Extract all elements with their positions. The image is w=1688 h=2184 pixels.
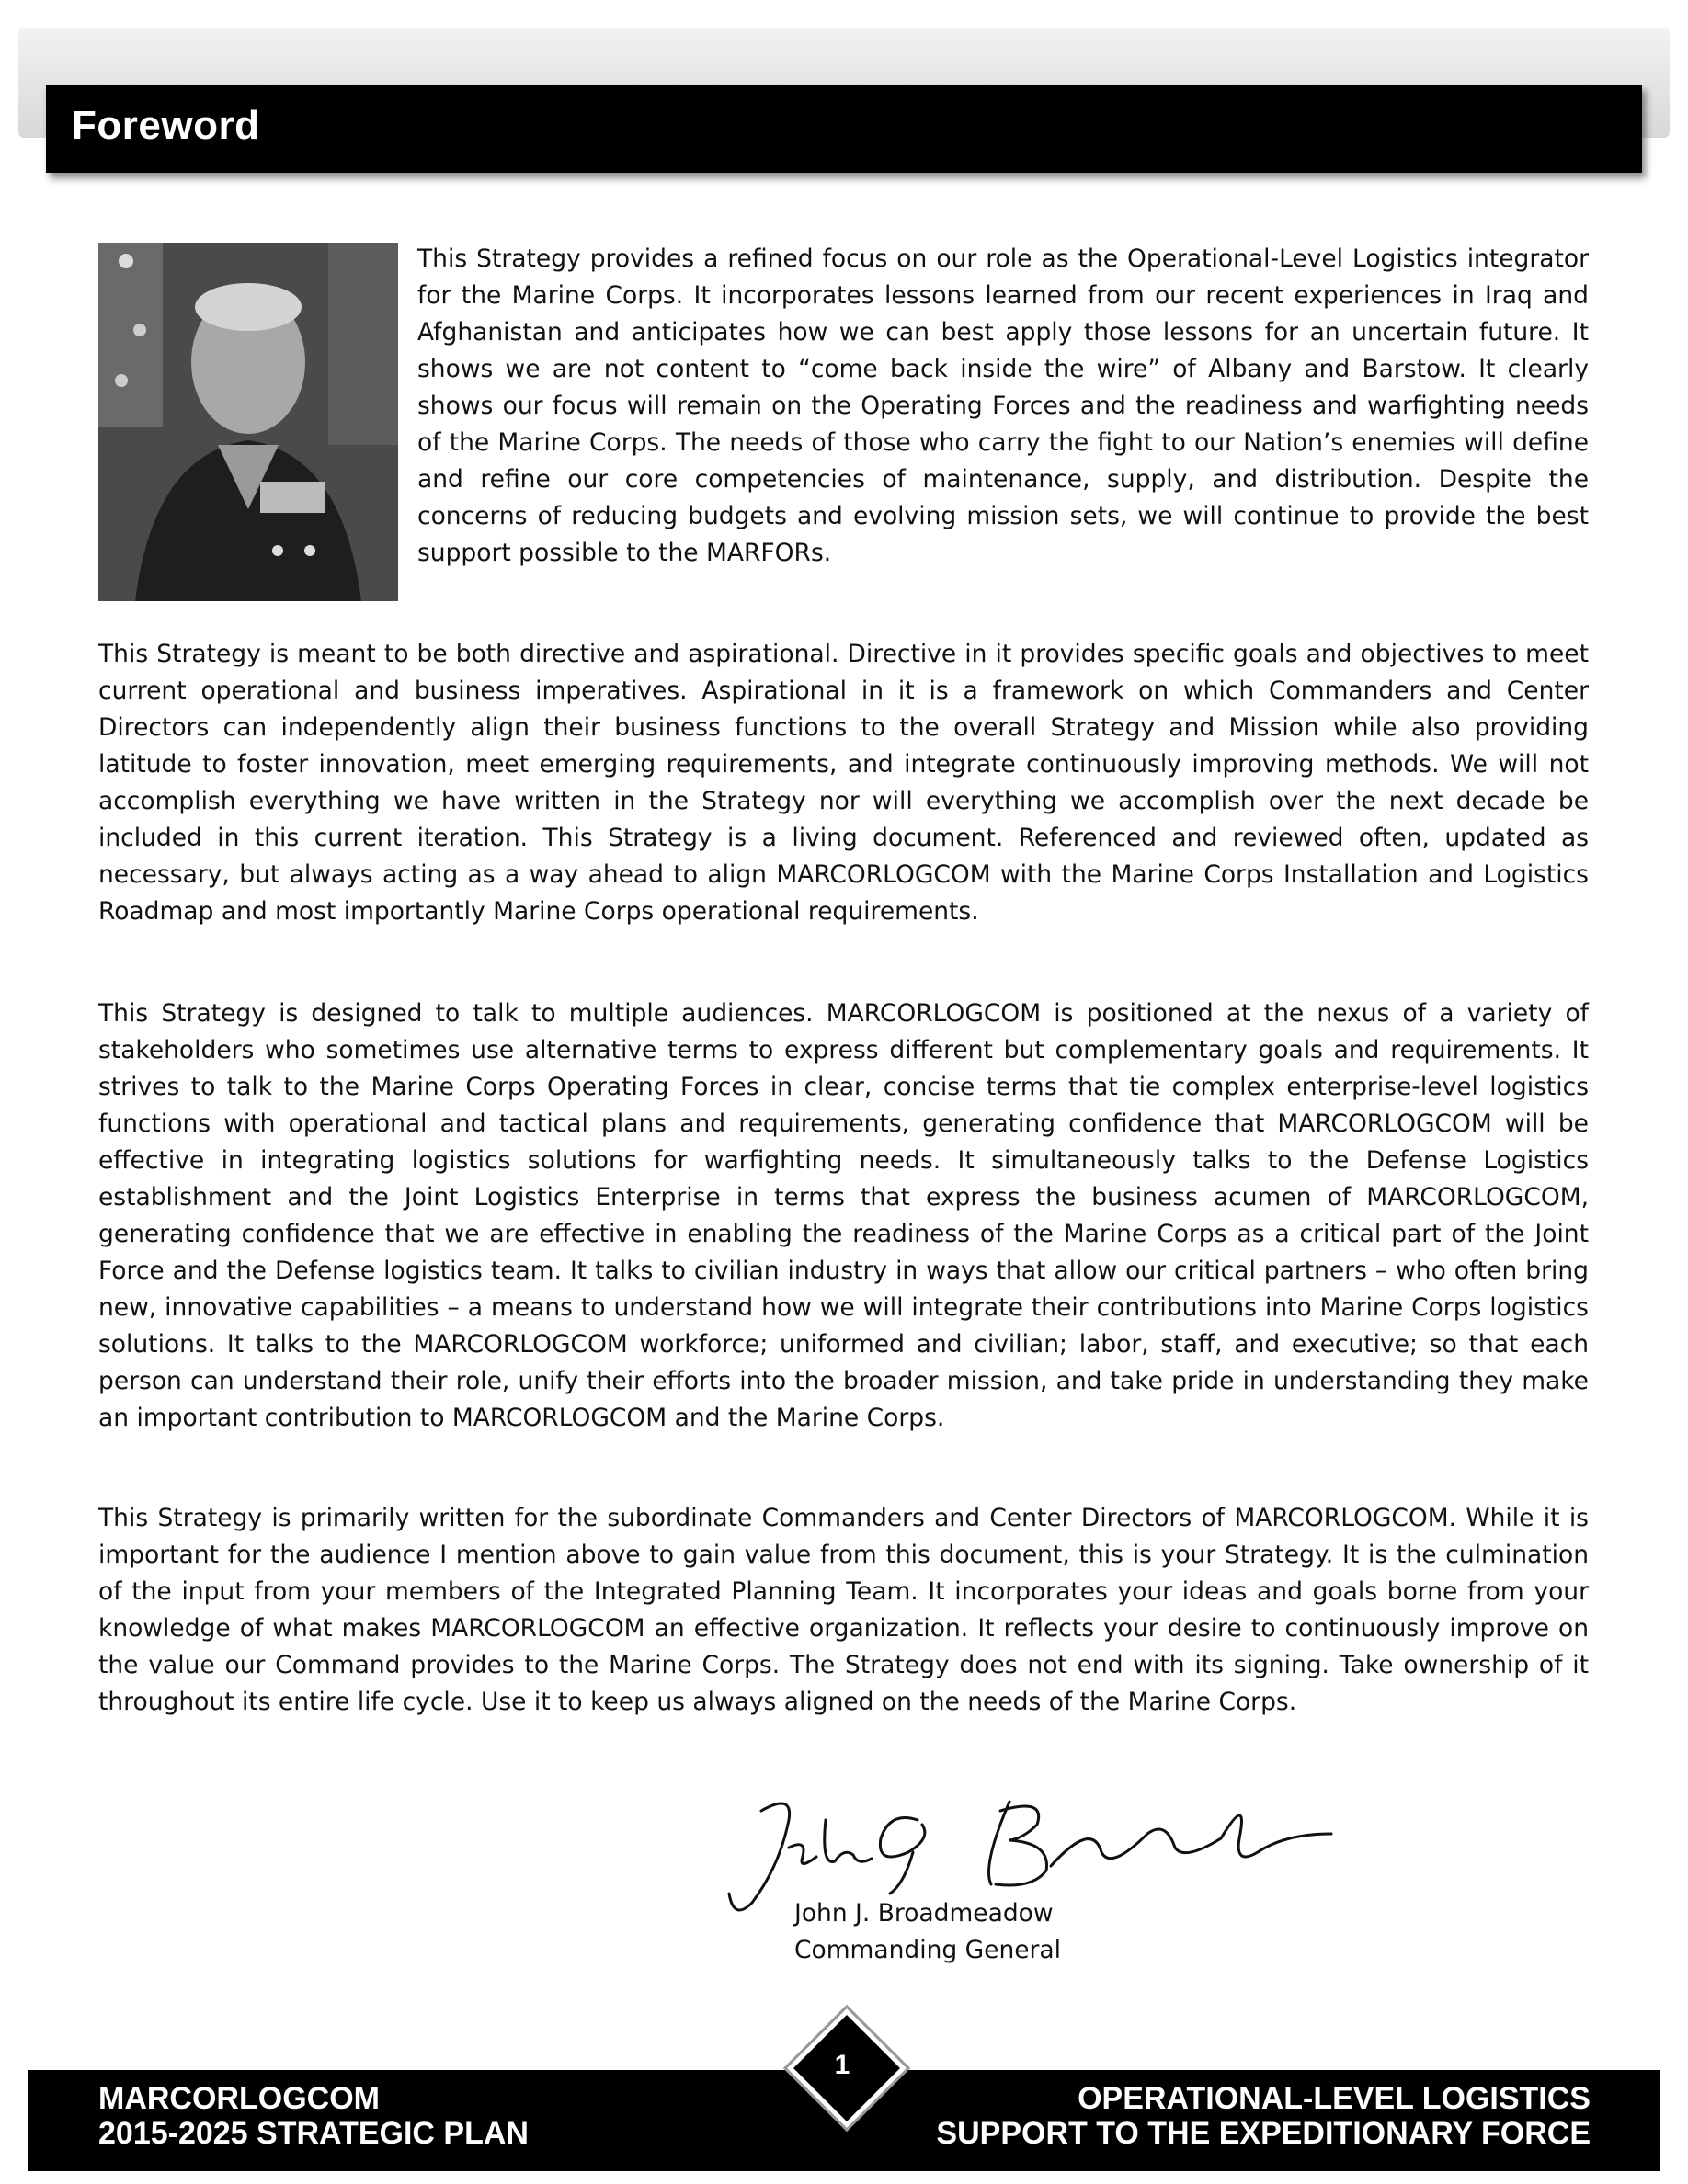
foreword-paragraph: This Strategy provides a refined focus on our role as the Operational-Level Logistics integrator for the Marine Corps. It incorporates lessons learned from our recent experiences in Iraq and Afghanistan and anticipates how we can best apply those lessons for an uncertain future. It shows we are not content to “come back inside the wire” of Albany and Barstow. It clearly shows our focus will remain on the Operating Forces and the readiness and warfighting needs of the Marine Corps. The needs of those who carry the fight to our Nation’s enemies will define and refine our core competencies of maintenance, supply, and distribution. Despite the concerns of reducing budgets and evolving mission sets, we will continue to provide the best support possible to the MARFORs. [417, 245, 1589, 567]
page-title: Foreword [72, 103, 260, 148]
footer-plan-title: 2015-2025 STRATEGIC PLAN [98, 2116, 529, 2151]
foreword-paragraph: This Strategy is meant to be both directive and aspirational. Directive in it provides specific goals and objectives to meet current operational and business imperatives. Aspirational in it is a framework on which Commanders and Center Directors can independently align their business functions to the overall Strategy and Mission while also providing latitude to foster innovation, meet emerging requirements, and integrate continuously improving methods. We will not accomplish everything we have written in the Strategy nor will everything we accomplish over the next decade be included in this current iteration. This Strategy is a living document. Referenced and reviewed often, updated as necessary, but always acting as a way ahead to align MARCORLOGCOM with the Marine Corps Installation and Logistics Roadmap and most importantly Marine Corps operational requirements. [98, 640, 1589, 926]
commander-portrait [98, 243, 398, 601]
footer-tagline [936, 2081, 1591, 2151]
signer-name: John J. Broadmeadow [794, 1899, 1054, 1928]
signer-title: Commanding General [794, 1936, 1062, 1964]
foreword-paragraph: This Strategy is designed to talk to multiple audiences. MARCORLOGCOM is positioned at the nexus of a variety of stakeholders who sometimes use alternative terms to express different but complementary goals and requirements. It strives to talk to the Marine Corps Operating Forces in clear, concise terms that tie complex enterprise-level logistics functions with operational and tactical plans and requirements, generating confidence that MARCORLOGCOM will be effective in integrating logistics solutions for warfighting needs. It simultaneously talks to the Defense Logistics establishment and the Joint Logistics Enterprise in terms that express the business acumen of MARCORLOGCOM, generating confidence that we are effective in enabling the readiness of the Marine Corps as a critical part of the Joint Force and the Defense logistics team. It talks to civilian industry in ways that allow our critical partners – who often bring new, innovative capabilities – a means to understand how we will integrate their contributions into Marine Corps logistics solutions. It talks to the MARCORLOGCOM workforce; uniformed and civilian; labor, staff, and executive; so that each person can understand their role, unify their efforts into the broader mission, and take pride in understanding they make an important contribution to MARCORLOGCOM and the Marine Corps. [98, 999, 1589, 1432]
foreword-paragraph: This Strategy is primarily written for the subordinate Commanders and Center Directors of MARCORLOGCOM. While it is important for the audience I mention above to gain value from this document, this is your Strategy. It is the culmination of the input from your members of the Integrated Planning Team. It incorporates your ideas and goals borne from your knowledge of what makes MARCORLOGCOM an effective organization. It reflects your desire to continuously improve on the value our Command provides to the Marine Corps. The Strategy does not end with its signing. Take ownership of it throughout its entire life cycle. Use it to keep us always aligned on the needs of the Marine Corps. [98, 1504, 1589, 1716]
signer-block [794, 1895, 1061, 1969]
header-bar [46, 85, 1642, 173]
footer-tagline-line2: SUPPORT TO THE EXPEDITIONARY FORCE [936, 2116, 1591, 2151]
footer-tagline-line1: OPERATIONAL-LEVEL LOGISTICS [1078, 2081, 1591, 2116]
footer-org: MARCORLOGCOM [98, 2081, 380, 2116]
footer-publication [98, 2081, 529, 2151]
page-number: 1 [834, 2050, 850, 2080]
